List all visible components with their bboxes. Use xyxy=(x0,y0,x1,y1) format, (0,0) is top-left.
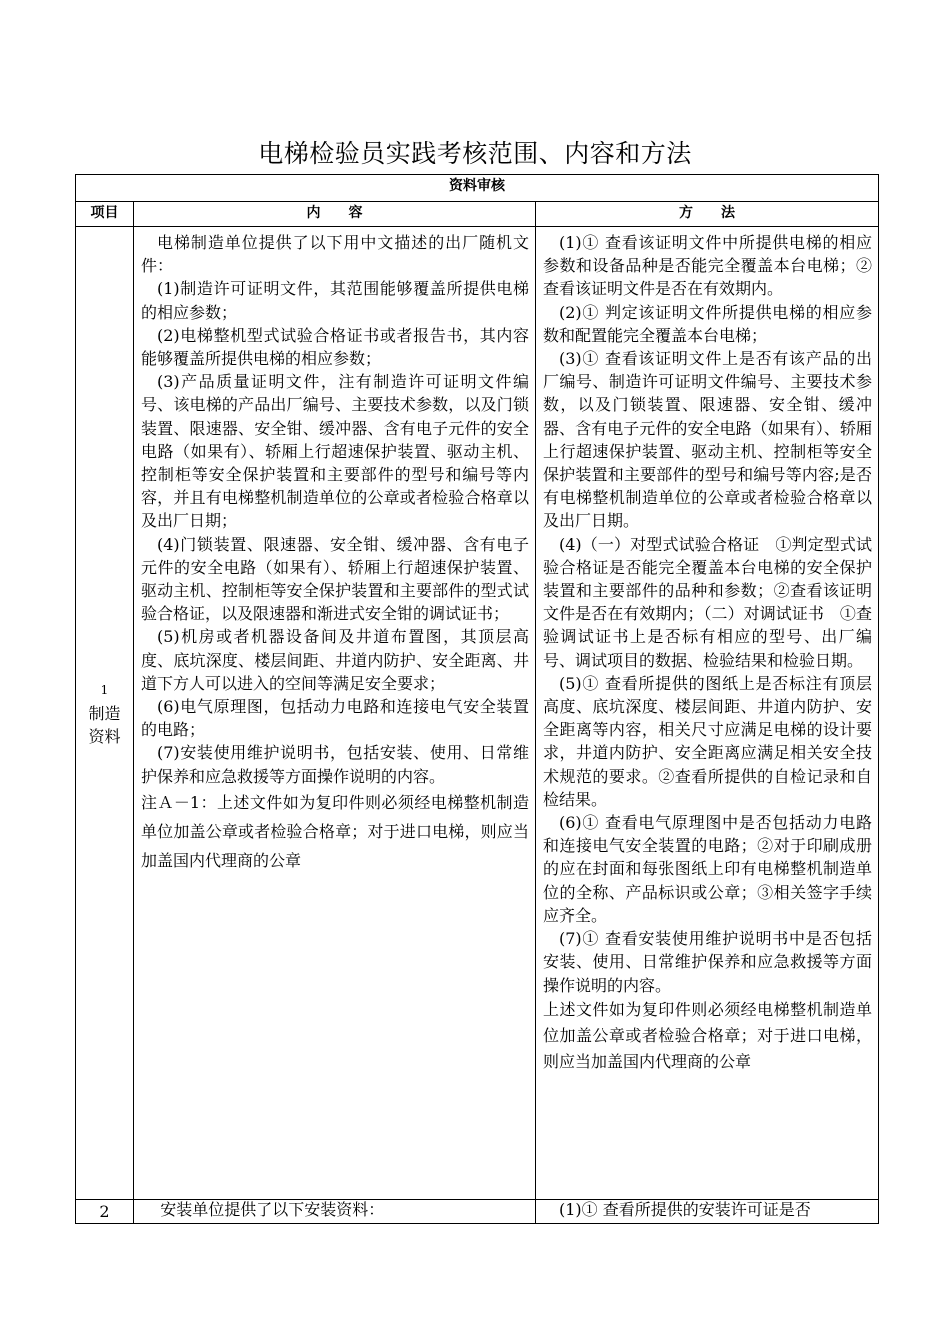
method-paragraph: (6)① 查看电气原理图中是否包括动力电路和连接电气安全装置的电路；②对于印刷成册的应在封面和每张图纸上印有电梯整机制造单位的全称、产品标识或公章；③相关签字手续应齐全。 xyxy=(543,813,872,925)
section-header-row xyxy=(76,175,879,202)
method-note: 上述文件如为复印件则必须经电梯整机制造单位加盖公章或者检验合格章；对于进口电梯，则应当加盖国内代理商的公章 xyxy=(543,999,872,1071)
content-paragraph: (2)电梯整机型式试验合格证书或者报告书，其内容能够覆盖所提供电梯的相应参数； xyxy=(141,325,529,369)
column-header-method: 方 法 xyxy=(536,202,879,227)
page-title: 电梯检验员实践考核范围、内容和方法 xyxy=(258,139,692,168)
method-paragraph: (4)（一）对型式试验合格证 ①判定型式试验合格证是否能完全覆盖本台电梯的安全保护装置和主要部件的品种和参数；②查看该证明文件是否在有效期内；（二）对调试证书 ①查验调试证书上是否标有相应的型号、出厂编号、调试项目的数据、检验结果和检验日期。 xyxy=(543,534,872,670)
content-note: 注Ａ－1：上述文件如为复印件则必须经电梯整机制造单位加盖公章或者检验合格章；对于进口电梯，则应当加盖国内代理商的公章 xyxy=(141,792,529,870)
table-row xyxy=(76,227,879,1200)
project-number: 1 xyxy=(100,682,109,697)
project-cell xyxy=(76,1200,134,1224)
method-paragraph: (1)① 查看所提供的安装许可证是否 xyxy=(559,1200,811,1219)
column-header-content: 内 容 xyxy=(134,202,536,227)
method-paragraph: (2)① 判定该证明文件所提供电梯的相应参数和配置能完全覆盖本台电梯； xyxy=(543,302,872,345)
content-paragraph: (1)制造许可证明文件，其范围能够覆盖所提供电梯的相应参数； xyxy=(141,279,529,322)
content-paragraph: 电梯制造单位提供了以下用中文描述的出厂随机文件： xyxy=(141,233,529,276)
content-cell xyxy=(134,1200,536,1224)
table-row xyxy=(76,1200,879,1224)
project-cell xyxy=(76,227,134,1200)
project-name: 制造资料 xyxy=(88,703,121,746)
column-header-row xyxy=(76,202,879,227)
content-paragraph: (7)安装使用维护说明书，包括安装、使用、日常维护保养和应急救援等方面操作说明的内容。 xyxy=(141,743,529,786)
content-paragraph: (3)产品质量证明文件，注有制造许可证明文件编号、该电梯的产品出厂编号、主要技术参数，以及门锁装置、限速器、安全钳、缓冲器、含有电子元件的安全电路（如果有）、轿厢上行超速保护装置、驱动主机、控制柜等安全保护装置和主要部件的型号和编号等内容，并且有电梯整机制造单位的公章或者检验合格章以及出厂日期； xyxy=(141,372,529,531)
content-paragraph: 安装单位提供了以下安装资料： xyxy=(160,1200,385,1219)
section-header: 资料审核 xyxy=(76,175,879,202)
content-paragraph: (6)电气原理图，包括动力电路和连接电气安全装置的电路； xyxy=(141,697,529,740)
method-paragraph: (5)① 查看所提供的图纸上是否标注有顶层高度、底坑深度、楼层间距、井道内防护、安全距离等内容，相关尺寸应满足电梯的设计要求，井道内防护、安全距离应满足相关安全技术规范的要求。②查看所提供的自检记录和自检结果。 xyxy=(543,673,872,809)
content-cell xyxy=(134,227,536,1200)
column-header-project: 项目 xyxy=(76,202,134,227)
method-cell xyxy=(536,1200,879,1224)
method-paragraph: (1)① 查看该证明文件中所提供电梯的相应参数和设备品种是否能完全覆盖本台电梯；②查看该证明文件是否在有效期内。 xyxy=(543,233,872,299)
method-paragraph: (7)① 查看安装使用维护说明书中是否包括安装、使用、日常维护保养和应急救援等方面操作说明的内容。 xyxy=(543,929,872,995)
method-paragraph: (3)① 查看该证明文件上是否有该产品的出厂编号、制造许可证明文件编号、主要技术参数，以及门锁装置、限速器、安全钳、缓冲器、含有电子元件的安全电路（如果有）、轿厢上行超速保护装置、驱动主机、控制柜等安全保护装置和主要部件的型号和编号等内容;是否有电梯整机制造单位的公章或者检验合格章以及出厂日期。 xyxy=(543,349,872,531)
content-paragraph: (5)机房或者机器设备间及井道布置图，其顶层高度、底坑深度、楼层间距、井道内防护、安全距离、井道下方人可以进入的空间等满足安全要求； xyxy=(141,627,529,693)
project-number: 2 xyxy=(99,1202,110,1221)
content-paragraph: (4)门锁装置、限速器、安全钳、缓冲器、含有电子元件的安全电路（如果有）、轿厢上行超速保护装置、驱动主机、控制柜等安全保护装置和主要部件的型式试验合格证，以及限速器和渐进式安全钳的调试证书； xyxy=(141,534,529,624)
method-cell xyxy=(536,227,879,1200)
inspection-table xyxy=(75,174,879,1224)
